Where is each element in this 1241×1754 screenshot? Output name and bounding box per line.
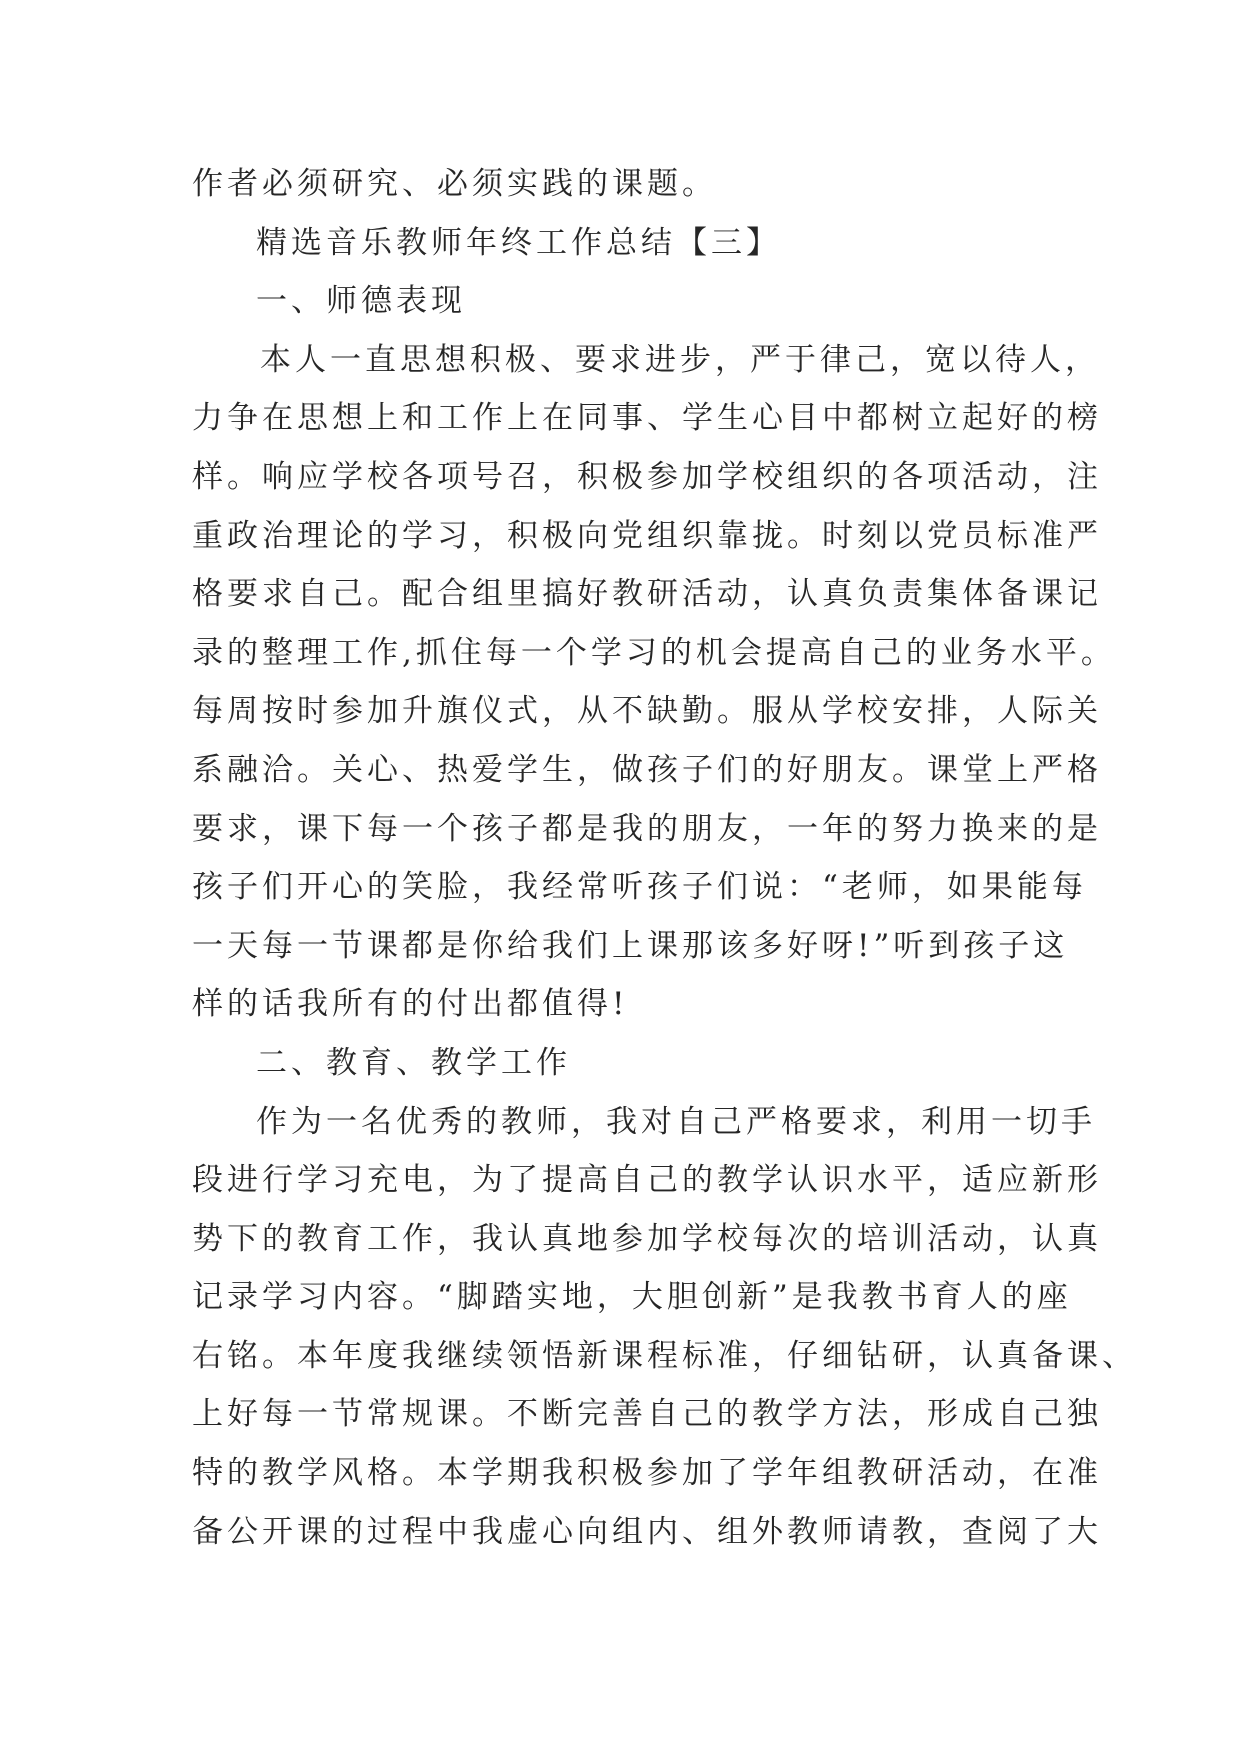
text-line: 势下的教育工作，我认真地参加学校每次的培训活动，认真 <box>192 1220 1102 1257</box>
text-line: 孩子们开心的笑脸，我经常听孩子们说：“老师，如果能每 <box>192 869 1087 906</box>
text-line: 样的话我所有的付出都值得! <box>192 986 629 1023</box>
text-line: 每周按时参加升旗仪式，从不缺勤。服从学校安排，人际关 <box>192 693 1102 730</box>
text-line: 系融洽。关心、热爱学生，做孩子们的好朋友。课堂上严格 <box>192 751 1102 788</box>
section-heading-2: 二、教育、教学工作 <box>256 1044 571 1081</box>
text-line: 格要求自己。配合组里搞好教研活动，认真负责集体备课记 <box>192 576 1102 613</box>
document-body <box>192 155 1137 1561</box>
text-line: 备公开课的过程中我虚心向组内、组外教师请教，查阅了大 <box>192 1513 1102 1550</box>
paragraph-first-line: 作为一名优秀的教师，我对自己严格要求，利用一切手 <box>256 1103 1096 1140</box>
paragraph-first-line: 本人一直思想积极、要求进步，严于律己，宽以待人， <box>260 341 1100 378</box>
text-line: 特的教学风格。本学期我积极参加了学年组教研活动，在准 <box>192 1455 1102 1492</box>
text-line: 右铭。本年度我继续领悟新课程标准，仔细钻研，认真备课、 <box>192 1337 1137 1374</box>
text-line: 记录学习内容。“脚踏实地，大胆创新”是我教书育人的座 <box>192 1279 1072 1316</box>
text-line: 作者必须研究、必须实践的课题。 <box>192 166 717 202</box>
text-line: 一天每一节课都是你给我们上课那该多好呀!”听到孩子这 <box>192 927 1069 964</box>
text-line: 样。响应学校各项号召，积极参加学校组织的各项活动，注 <box>192 458 1102 495</box>
text-line: 段进行学习充电，为了提高自己的教学认识水平，适应新形 <box>192 1162 1102 1199</box>
text-line: 力争在思想上和工作上在同事、学生心目中都树立起好的榜 <box>192 400 1102 437</box>
section-heading-1: 一、师德表现 <box>256 283 466 320</box>
section-title: 精选音乐教师年终工作总结【三】 <box>256 224 781 261</box>
text-line: 上好每一节常规课。不断完善自己的教学方法，形成自己独 <box>192 1396 1102 1433</box>
text-line: 要求，课下每一个孩子都是我的朋友，一年的努力换来的是 <box>192 810 1102 847</box>
text-line: 录的整理工作,抓住每一个学习的机会提高自己的业务水平。 <box>192 634 1116 671</box>
text-line: 重政治理论的学习，积极向党组织靠拢。时刻以党员标准严 <box>192 517 1102 554</box>
